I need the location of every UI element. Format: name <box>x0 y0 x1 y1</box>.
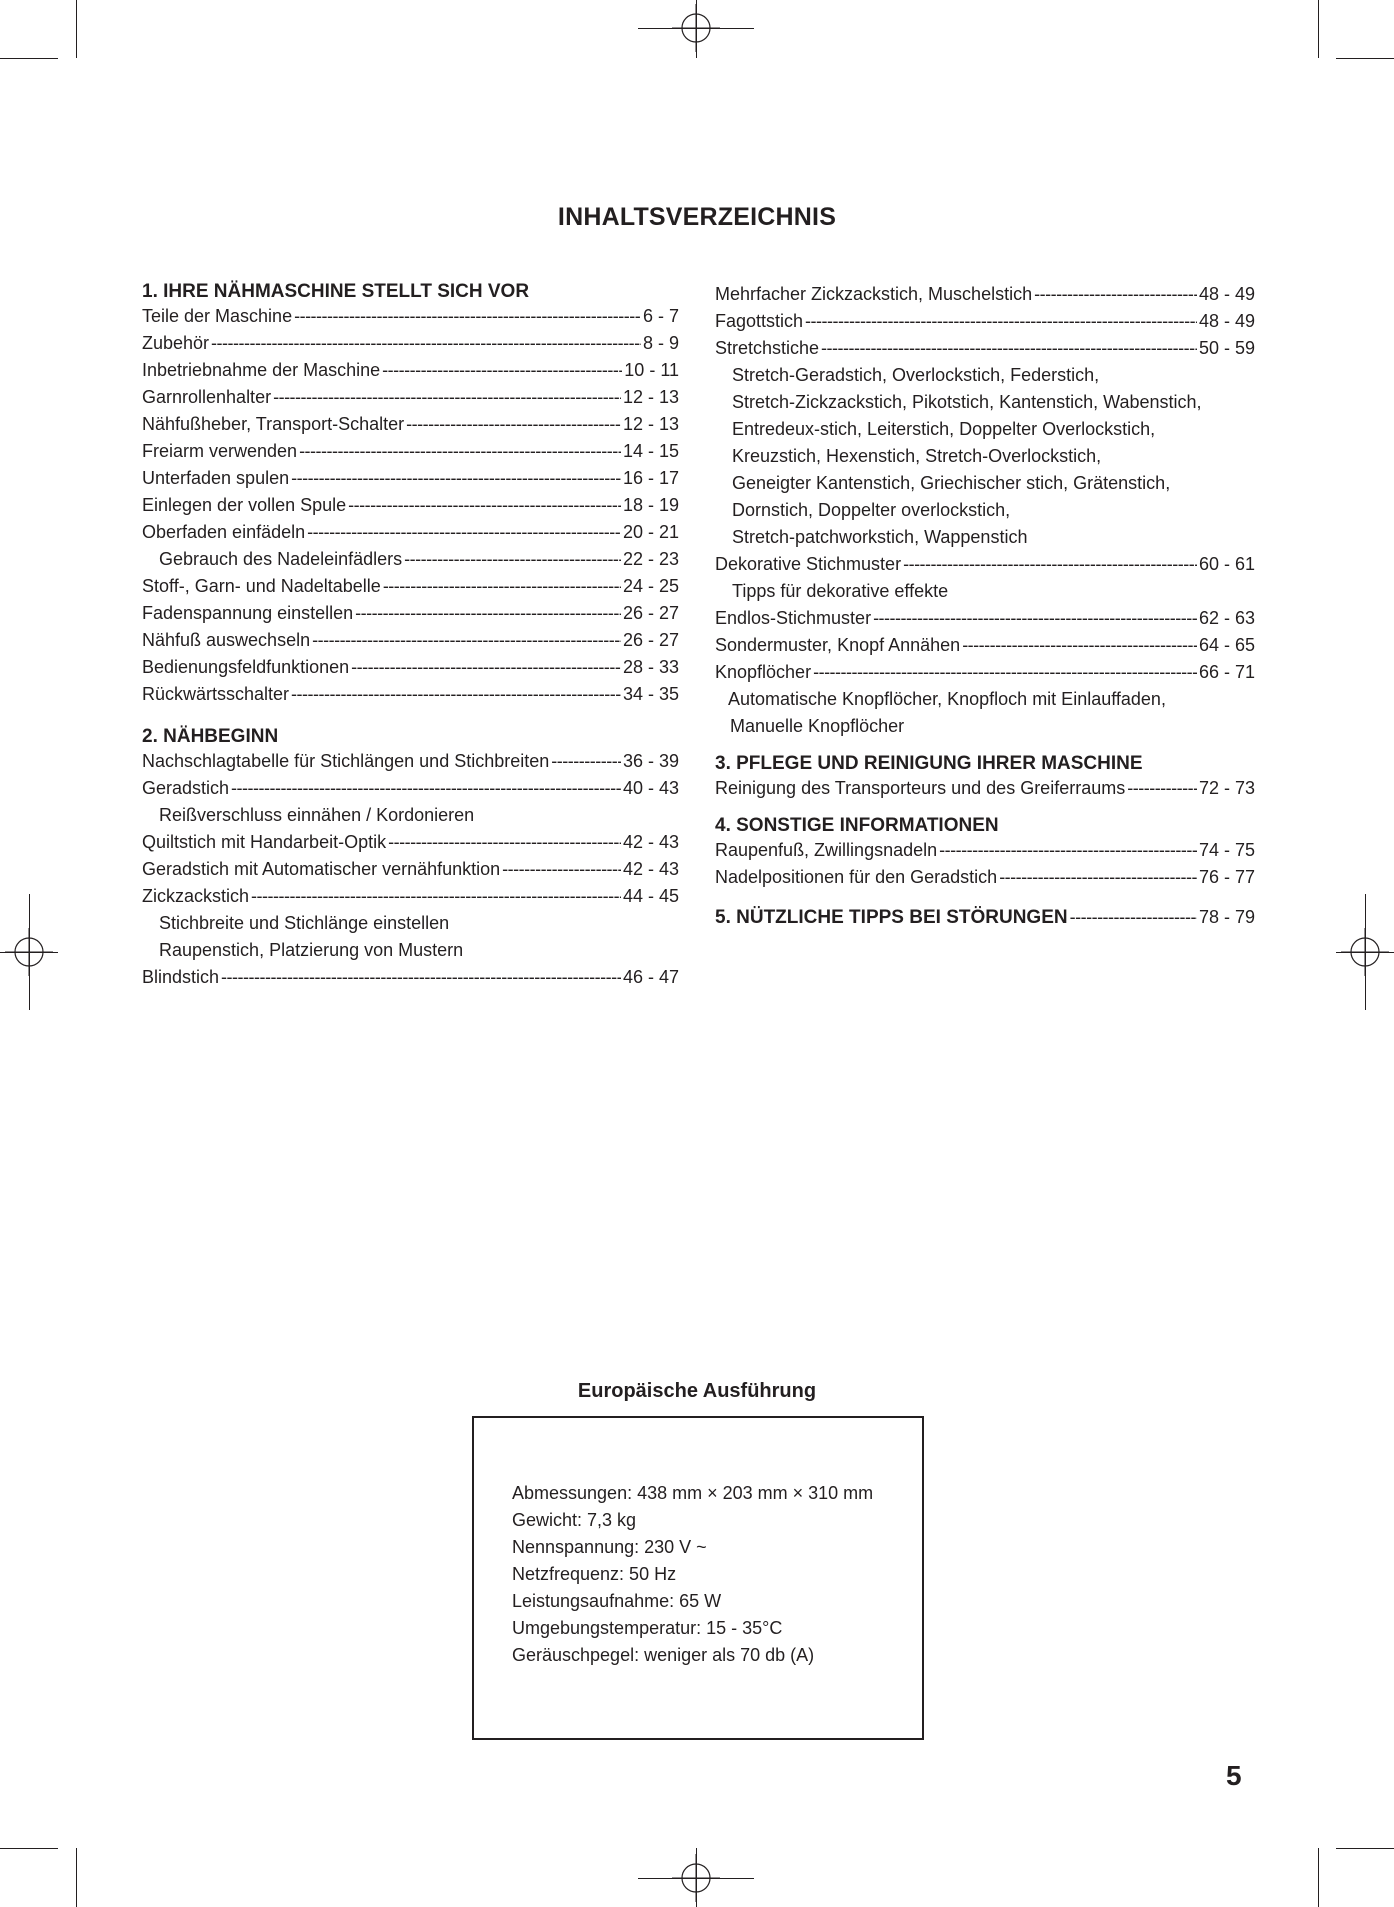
toc-entry-label: Mehrfacher Zickzackstich, Muschelstich <box>715 284 1033 304</box>
toc-entry[interactable] <box>715 335 1255 362</box>
section-heading: 4. SONSTIGE INFORMATIONEN <box>715 815 999 836</box>
spec-line: Geräuschpegel: weniger als 70 db (A) <box>512 1645 815 1665</box>
toc-entry-pages: 44 - 45 <box>622 886 679 906</box>
crop-mark <box>1318 1848 1319 1907</box>
dot-leader <box>312 627 621 654</box>
toc-entry[interactable] <box>715 904 1255 931</box>
dot-leader <box>962 632 1197 659</box>
crop-mark <box>1336 1848 1394 1849</box>
toc-entry-label: Reinigung des Transporteurs und des Greiferraums <box>715 778 1126 798</box>
toc-entry[interactable] <box>142 330 679 357</box>
toc-subentry: Raupenstich, Platzierung von Mustern <box>159 940 464 960</box>
crop-mark <box>0 58 58 59</box>
toc-entry-label: Stretchstiche <box>715 338 820 358</box>
toc-entry-pages: 60 - 61 <box>1198 554 1255 574</box>
toc-entry-label: Blindstich <box>142 967 220 987</box>
toc-entry-pages: 50 - 59 <box>1198 338 1255 358</box>
toc-entry-label: Dekorative Stichmuster <box>715 554 902 574</box>
dot-leader <box>221 964 621 991</box>
spec-line: Leistungsaufnahme: 65 W <box>512 1591 722 1611</box>
toc-entry[interactable] <box>715 864 1255 891</box>
toc-entry-pages: 12 - 13 <box>622 414 679 434</box>
dot-leader <box>355 600 621 627</box>
toc-entry[interactable] <box>142 681 679 708</box>
dot-leader <box>903 551 1197 578</box>
dot-leader <box>1070 904 1197 931</box>
toc-entry-pages: 24 - 25 <box>622 576 679 596</box>
toc-entry-label: Sondermuster, Knopf Annähen <box>715 635 961 655</box>
toc-entry[interactable] <box>715 659 1255 686</box>
toc-entry-label: Einlegen der vollen Spule <box>142 495 347 515</box>
toc-entry-pages: 22 - 23 <box>622 549 679 569</box>
toc-subentry: Tipps für dekorative effekte <box>732 581 949 601</box>
dot-leader <box>805 308 1197 335</box>
toc-entry-pages: 28 - 33 <box>622 657 679 677</box>
toc-right-column <box>715 281 1255 931</box>
dot-leader <box>388 829 621 856</box>
toc-entry-pages: 36 - 39 <box>622 751 679 771</box>
toc-entry-label: Garnrollenhalter <box>142 387 272 407</box>
toc-subentry: Dornstich, Doppelter overlockstich, <box>732 500 1011 520</box>
dot-leader <box>999 864 1197 891</box>
dot-leader <box>211 330 641 357</box>
toc-entry-pages: 14 - 15 <box>622 441 679 461</box>
toc-entry[interactable] <box>142 964 679 991</box>
dot-leader <box>348 492 621 519</box>
dot-leader <box>251 883 621 910</box>
toc-entry-pages: 40 - 43 <box>622 778 679 798</box>
toc-entry-label: Oberfaden einfädeln <box>142 522 306 542</box>
crop-mark <box>696 1848 697 1907</box>
toc-entry-pages: 72 - 73 <box>1198 778 1255 798</box>
dot-leader <box>294 303 641 330</box>
spec-line: Gewicht: 7,3 kg <box>512 1510 637 1530</box>
toc-entry-pages: 20 - 21 <box>622 522 679 542</box>
toc-entry[interactable] <box>142 654 679 681</box>
dot-leader <box>299 438 621 465</box>
crop-mark <box>1365 894 1366 1010</box>
toc-entry-pages: 42 - 43 <box>622 859 679 879</box>
section-heading: 3. PFLEGE UND REINIGUNG IHRER MASCHINE <box>715 753 1143 774</box>
toc-entry-pages: 62 - 63 <box>1198 608 1255 628</box>
dot-leader <box>1127 775 1197 802</box>
dot-leader <box>273 384 621 411</box>
toc-entry-pages: 74 - 75 <box>1198 840 1255 860</box>
dot-leader <box>502 856 621 883</box>
crop-mark <box>76 0 77 58</box>
toc-entry-pages: 76 - 77 <box>1198 867 1255 887</box>
dot-leader <box>1034 281 1197 308</box>
toc-entry-label: Unterfaden spulen <box>142 468 290 488</box>
crop-mark <box>1336 58 1394 59</box>
toc-subentry: Stichbreite und Stichlänge einstellen <box>159 913 450 933</box>
toc-entry[interactable] <box>142 856 679 883</box>
toc-entry-label: Raupenfuß, Zwillingsnadeln <box>715 840 938 860</box>
toc-subentry: Stretch-Zickzackstich, Pikotstich, Kantenstich, Wabenstich, <box>732 392 1202 412</box>
toc-entry-label: Quiltstich mit Handarbeit-Optik <box>142 832 387 852</box>
spec-line: Abmessungen: 438 mm × 203 mm × 310 mm <box>512 1483 874 1503</box>
toc-entry[interactable] <box>142 573 679 600</box>
spec-line: Nennspannung: 230 V ~ <box>512 1537 707 1557</box>
toc-subentry: Manuelle Knopflöcher <box>730 716 905 736</box>
dot-leader <box>821 335 1197 362</box>
toc-entry-label: Knopflöcher <box>715 662 812 682</box>
toc-entry[interactable] <box>142 829 679 856</box>
toc-entry[interactable] <box>715 551 1255 578</box>
spec-line: Umgebungstemperatur: 15 - 35°C <box>512 1618 783 1638</box>
toc-entry-label: Geradstich mit Automatischer vernähfunktion <box>142 859 501 879</box>
toc-entry-label: Fadenspannung einstellen <box>142 603 354 623</box>
toc-subentry: Geneigter Kantenstich, Griechischer stich, Grätenstich, <box>732 473 1171 493</box>
toc-entry-label: Inbetriebnahme der Maschine <box>142 360 381 380</box>
dot-leader <box>382 357 622 384</box>
toc-subentry: Stretch-Geradstich, Overlockstich, Federstich, <box>732 365 1100 385</box>
dot-leader <box>813 659 1197 686</box>
specs-list <box>512 1480 873 1669</box>
toc-entry-label: Nachschlagtabelle für Stichlängen und Stichbreiten <box>142 751 550 771</box>
toc-entry-pages: 78 - 79 <box>1198 907 1255 927</box>
dot-leader <box>291 465 621 492</box>
toc-entry[interactable] <box>142 303 679 330</box>
dot-leader <box>307 519 621 546</box>
toc-entry-pages: 26 - 27 <box>622 630 679 650</box>
toc-left-column <box>142 281 679 991</box>
toc-subentry: Entredeux-stich, Leiterstich, Doppelter Overlockstich, <box>732 419 1156 439</box>
toc-entry-pages: 46 - 47 <box>622 967 679 987</box>
toc-entry[interactable] <box>142 883 679 910</box>
toc-entry-pages: 48 - 49 <box>1198 284 1255 304</box>
page-number: 5 <box>1226 1760 1242 1791</box>
toc-entry-pages: 10 - 11 <box>624 360 679 380</box>
dot-leader <box>383 573 621 600</box>
crop-mark <box>1318 0 1319 58</box>
toc-entry-label: Endlos-Stichmuster <box>715 608 872 628</box>
toc-entry[interactable] <box>715 281 1255 308</box>
toc-subentry: Kreuzstich, Hexenstich, Stretch-Overlockstich, <box>732 446 1102 466</box>
dot-leader <box>551 748 621 775</box>
crop-mark <box>76 1848 77 1907</box>
toc-entry[interactable] <box>715 775 1255 802</box>
dot-leader <box>873 605 1197 632</box>
toc-entry-pages: 6 - 7 <box>642 306 679 326</box>
toc-subentry: Stretch-patchworkstich, Wappenstich <box>732 527 1028 547</box>
toc-entry-label: Nähfußheber, Transport-Schalter <box>142 414 405 434</box>
toc-entry[interactable] <box>142 546 679 573</box>
section-heading: 2. NÄHBEGINN <box>142 726 279 747</box>
dot-leader <box>406 411 621 438</box>
dot-leader <box>231 775 621 802</box>
toc-entry[interactable] <box>142 492 679 519</box>
toc-entry-label: Freiarm verwenden <box>142 441 298 461</box>
dot-leader <box>291 681 621 708</box>
toc-entry-label: Gebrauch des Nadeleinfädlers <box>159 549 403 569</box>
toc-entry-pages: 66 - 71 <box>1198 662 1255 682</box>
toc-entry-label: Geradstich <box>142 778 230 798</box>
toc-entry[interactable] <box>142 357 679 384</box>
toc-entry[interactable] <box>142 519 679 546</box>
toc-entry-label: Fagottstich <box>715 311 804 331</box>
crop-mark <box>29 894 30 1010</box>
crop-mark <box>696 0 697 58</box>
toc-entry-pages: 34 - 35 <box>622 684 679 704</box>
toc-entry-label: Rückwärtsschalter <box>142 684 290 704</box>
toc-entry-label: Nähfuß auswechseln <box>142 630 311 650</box>
toc-entry-label: Teile der Maschine <box>142 306 293 326</box>
toc-entry-pages: 8 - 9 <box>642 333 679 353</box>
toc-entry-label: Nadelpositionen für den Geradstich <box>715 867 998 887</box>
page-title: INHALTSVERZEICHNIS <box>557 203 837 231</box>
toc-entry-label: Bedienungsfeldfunktionen <box>142 657 350 677</box>
section-heading: 1. IHRE NÄHMASCHINE STELLT SICH VOR <box>142 281 530 302</box>
specs-title: Europäische Ausführung <box>577 1380 817 1402</box>
section-heading: 5. NÜTZLICHE TIPPS BEI STÖRUNGEN <box>715 907 1068 928</box>
toc-entry-label: Zickzackstich <box>142 886 250 906</box>
toc-subentry: Reißverschluss einnähen / Kordonieren <box>159 805 475 825</box>
specs-box <box>472 1416 924 1740</box>
dot-leader <box>404 546 621 573</box>
toc-entry-pages: 42 - 43 <box>622 832 679 852</box>
toc-entry[interactable] <box>142 465 679 492</box>
dot-leader <box>351 654 621 681</box>
dot-leader <box>939 837 1197 864</box>
toc-entry[interactable] <box>715 632 1255 659</box>
toc-entry[interactable] <box>142 775 679 802</box>
toc-entry-label: Zubehör <box>142 333 210 353</box>
toc-entry[interactable] <box>142 438 679 465</box>
toc-entry-pages: 64 - 65 <box>1198 635 1255 655</box>
toc-entry-label: Stoff-, Garn- und Nadeltabelle <box>142 576 381 596</box>
toc-entry-pages: 48 - 49 <box>1198 311 1255 331</box>
toc-entry[interactable] <box>142 627 679 654</box>
toc-subentry: Automatische Knopflöcher, Knopfloch mit Einlauffaden, <box>728 689 1166 709</box>
spec-line: Netzfrequenz: 50 Hz <box>512 1564 677 1584</box>
toc-entry[interactable] <box>715 605 1255 632</box>
toc-entry-pages: 12 - 13 <box>622 387 679 407</box>
crop-mark <box>0 1848 58 1849</box>
toc-entry[interactable] <box>142 411 679 438</box>
toc-entry[interactable] <box>715 837 1255 864</box>
toc-entry[interactable] <box>715 308 1255 335</box>
toc-entry[interactable] <box>142 600 679 627</box>
toc-entry-pages: 18 - 19 <box>622 495 679 515</box>
toc-entry-pages: 16 - 17 <box>622 468 679 488</box>
toc-entry[interactable] <box>142 384 679 411</box>
toc-entry-pages: 26 - 27 <box>622 603 679 623</box>
toc-entry[interactable] <box>142 748 679 775</box>
